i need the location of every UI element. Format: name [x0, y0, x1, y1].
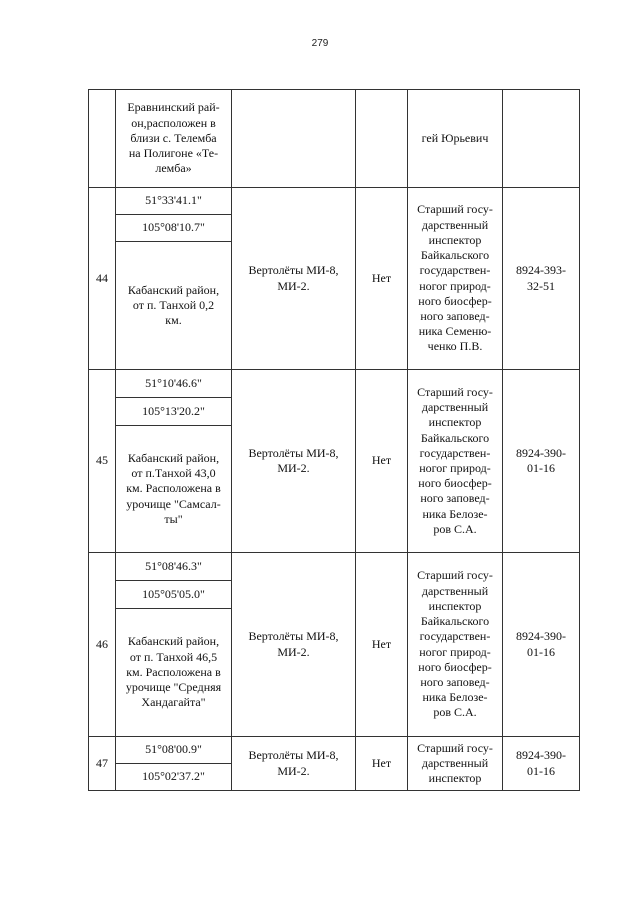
longitude-cell: 105°05'05.0": [116, 581, 232, 609]
aircraft-cell: Вертолёты МИ-8, МИ-2.: [232, 188, 356, 370]
inspector-cell: Старший госу- дарственный инспектор Байкальского государствен- ногог природ- ного биосфер- ного заповед- ника Белозе- ров С.А.: [408, 553, 503, 737]
row-number: 46: [89, 553, 116, 737]
latitude-cell: 51°33'41.1": [116, 188, 232, 215]
phone-cell: 8924-390- 01-16: [503, 553, 580, 737]
page-number: 279: [311, 38, 329, 49]
aircraft-cell: Вертолёты МИ-8, МИ-2.: [232, 737, 356, 791]
inspector-cell: Старший госу- дарственный инспектор Байкальского государствен- ногог природ- ного биосфер- ного заповед- ника Белозе- ров С.А.: [408, 370, 503, 553]
location-cell: Кабанский район, от п.Танхой 43,0 км. Расположена в урочище "Самсал- ты": [116, 426, 232, 553]
latitude-cell: 51°10'46.6": [116, 370, 232, 398]
aircraft-cell: [232, 90, 356, 188]
longitude-cell: 105°02'37.2": [116, 764, 232, 791]
table-row: [89, 737, 580, 764]
permit-cell: Нет: [356, 553, 408, 737]
row-number: 45: [89, 370, 116, 553]
location-cell: Еравнинский рай- он,расположен в близи с. Телемба на Полигоне «Те- лемба»: [116, 90, 232, 188]
aircraft-cell: Вертолёты МИ-8, МИ-2.: [232, 553, 356, 737]
permit-cell: Нет: [356, 370, 408, 553]
location-cell: Кабанский район, от п. Танхой 0,2 км.: [116, 242, 232, 370]
longitude-cell: 105°13'20.2": [116, 398, 232, 426]
table-row: [89, 553, 580, 581]
permit-cell: [356, 90, 408, 188]
aircraft-cell: Вертолёты МИ-8, МИ-2.: [232, 370, 356, 553]
latitude-cell: 51°08'00.9": [116, 737, 232, 764]
phone-cell: 8924-393- 32-51: [503, 188, 580, 370]
longitude-cell: 105°08'10.7": [116, 215, 232, 242]
registry-table: [88, 89, 580, 791]
location-cell: Кабанский район, от п. Танхой 46,5 км. Расположена в урочище "Средняя Хандагайта": [116, 609, 232, 737]
table-row: [89, 188, 580, 215]
permit-cell: Нет: [356, 188, 408, 370]
phone-cell: 8924-390- 01-16: [503, 737, 580, 791]
phone-cell: 8924-390- 01-16: [503, 370, 580, 553]
phone-cell: [503, 90, 580, 188]
row-number: 47: [89, 737, 116, 791]
inspector-cell: Старший госу- дарственный инспектор: [408, 737, 503, 791]
latitude-cell: 51°08'46.3": [116, 553, 232, 581]
row-number-cell: [89, 90, 116, 188]
row-number: 44: [89, 188, 116, 370]
inspector-cell: Старший госу- дарственный инспектор Байкальского государствен- ногог природ- ного биосфер- ного заповед- ника Семеню- ченко П.В.: [408, 188, 503, 370]
continuation-row: [89, 90, 580, 188]
table-row: [89, 370, 580, 398]
inspector-cell: гей Юрьевич: [408, 90, 503, 188]
permit-cell: Нет: [356, 737, 408, 791]
